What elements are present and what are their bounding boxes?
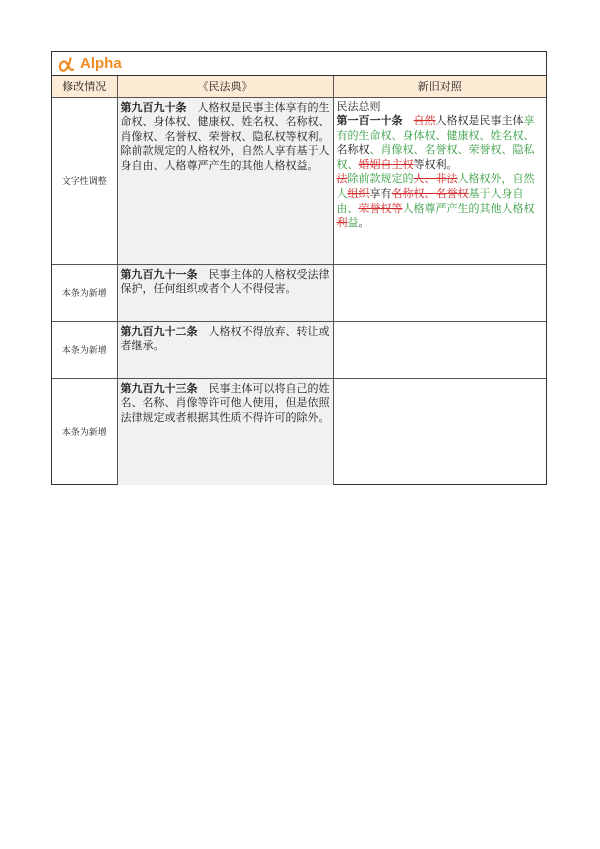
table-header-row [52,76,546,97]
comparison-cell [333,378,546,485]
brand-name: Alpha [80,55,122,72]
deleted-text: 组织 [347,187,370,201]
article-text: 民事主体可以将自己的姓名、名称、肖像等许可他人使用，但是依照法律规定或者根据其性质不得许可的除外。 [120,381,330,424]
civil-code-cell [117,321,333,378]
comparison-cell [333,264,546,321]
comparison-cell [333,321,546,378]
article-number: 第九百九十一条 [120,267,198,281]
deleted-text: 自然 [413,114,436,128]
status-cell: 本条为新增 [52,378,117,485]
old-article-number: 第一百一十条 [336,114,403,128]
article-number: 第九百九十二条 [120,324,198,338]
added-text: 人格权外，自然人 [336,172,535,201]
article-text: 人格权不得放弃、转让或者继承。 [120,324,330,353]
unchanged-text: 等权利。 [413,157,458,171]
article-number: 第九百九十条 [120,100,187,114]
unchanged-text: 享有 [369,187,392,201]
header-old-new-compare: 新旧对照 [333,76,546,97]
unchanged-text: 。 [358,216,370,230]
table-row [52,378,546,485]
status-cell: 本条为新增 [52,264,117,321]
table-row [52,97,546,264]
deleted-text: 利 [336,216,348,230]
alpha-logo-icon [57,55,75,73]
comparison-cell [333,97,546,264]
table-row [52,264,546,321]
deleted-text: 荣誉权等 [358,201,403,215]
civil-code-cell [117,378,333,485]
table-row [52,321,546,378]
header-civil-code: 《民法典》 [117,76,333,97]
article-text: 人格权是民事主体享有的生命权、身体权、健康权、姓名权、名称权、肖像权、名誉权、荣誉权、隐私权等权利。 [120,100,330,143]
added-text: 益 [347,216,359,230]
header-change-status: 修改情况 [52,76,117,97]
added-text: 享有的生命权、身体权、健康权、姓名权、 [336,114,535,142]
added-text: 、肖像权、名誉权、荣誉权、隐私权、 [336,143,535,171]
deleted-text: 名称权、名誉权 [391,187,469,201]
deleted-text: 法 [336,172,348,186]
added-text: 除前款规定的 [347,172,414,186]
status-cell: 文字性调整 [52,97,117,264]
document-page [51,51,547,485]
unchanged-text: 名称权 [336,143,370,157]
added-text: 基于人身自由、 [336,187,524,215]
added-text: 人格尊严产生的其他人格权 [402,201,535,215]
civil-code-cell [117,264,333,321]
article-text-2: 除前款规定的人格权外，自然人享有基于人身自由、人格尊严产生的其他人格权益。 [120,144,330,172]
deleted-text: 婚姻自主权 [358,157,414,171]
brand-header [52,52,546,76]
deleted-text: 人、非法 [413,172,458,186]
comparison-table [52,76,546,485]
status-cell: 本条为新增 [52,321,117,378]
civil-code-cell [117,97,333,264]
old-law-section: 民法总则 [336,99,381,113]
article-number: 第九百九十三条 [120,381,198,395]
article-text: 民事主体的人格权受法律保护，任何组织或者个人不得侵害。 [120,267,330,296]
unchanged-text: 人格权是民事主体 [435,114,524,128]
